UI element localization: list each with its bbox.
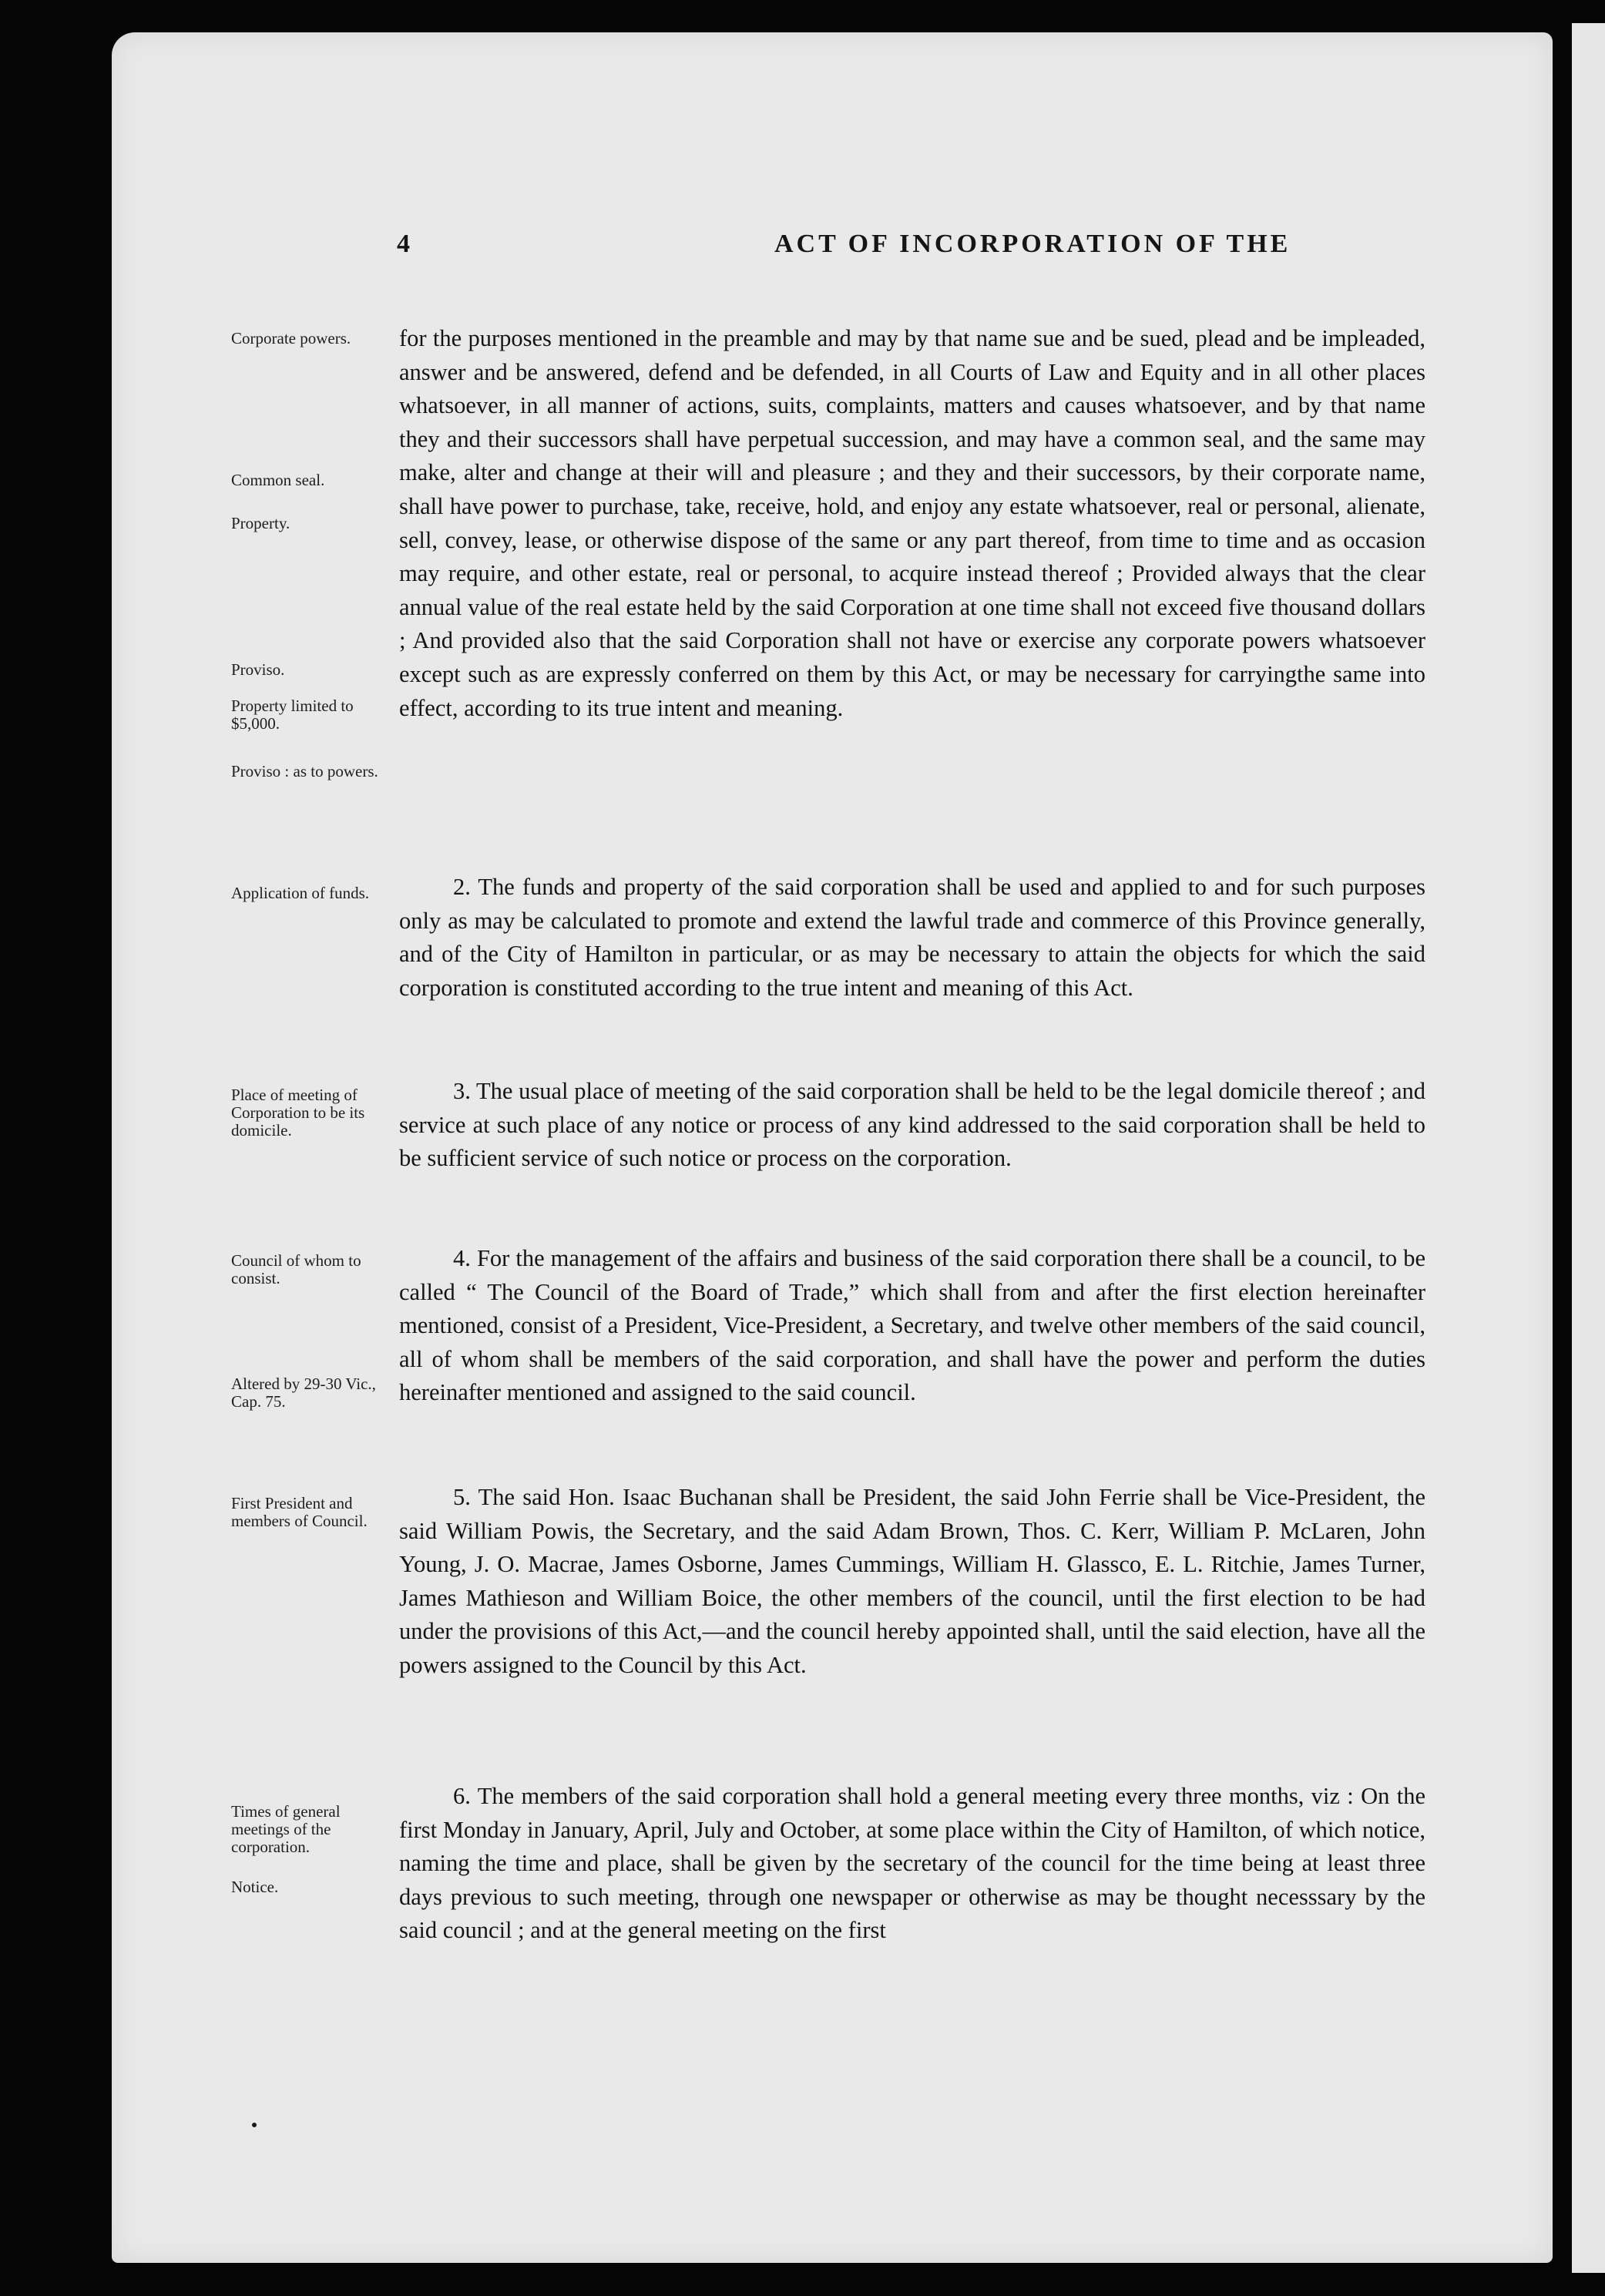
paragraph-5 — [399, 1481, 1425, 1683]
margin-note-property: Property. — [231, 514, 290, 532]
paragraph-number: 4. — [453, 1245, 471, 1271]
paragraph-text: The said Hon. Isaac Buchanan shall be President, the said John Ferrie shall be Vice-President, the said William Powis, the Secretary, and the said Adam Brown, Thos. C. Kerr, William P. McLaren, John Young, J. O. Macrae, James Osborne, James Cummings, William H. Glassco, E. L. Ritchie, James Turner, James Mathieson and William Boice, the other members of the council, until the first election to be had under the provisions of this Act,—and the council hereby appointed shall, until the said election, have all the powers assigned to the Council by this Act. — [399, 1484, 1426, 1678]
ink-speck — [252, 2123, 257, 2127]
margin-note-corporate-powers: Corporate powers. — [231, 329, 351, 347]
margin-note-council: Council of whom to consist. — [231, 1251, 361, 1287]
paragraph-number: 6. — [453, 1783, 471, 1809]
paragraph-text: The members of the said corporation shall hold a general meeting every three months, viz : On the first Monday in January, April, July and October, at some place within the City of Hamilton, of which notice, naming the time and place, shall be given by the secretary of the council for the time being at least three days previous to such meeting, through one newspaper or otherwise as may be thought necesssary by the said council ; and at the general meeting on the first — [399, 1783, 1426, 1944]
paragraph-2 — [399, 871, 1425, 1005]
margin-note-application-of-funds: Application of funds. — [231, 884, 370, 902]
margin-note-proviso-powers: Proviso : as to powers. — [231, 762, 378, 780]
margin-note-notice: Notice. — [231, 1878, 279, 1896]
margin-note-property-limited: Property limited to $5,000. — [231, 697, 354, 733]
margin-note-proviso: Proviso. — [231, 660, 285, 679]
paragraph-text: The funds and property of the said corporation shall be used and applied to and for such purposes only as may be calculated to promote and extend the lawful trade and commerce of this Province generally, and of the City of Hamilton in particular, or as may be necessary to attain the objects for which the said corporation is constituted according to the true intent and meaning of this Act. — [399, 874, 1426, 1001]
page-header — [112, 230, 1553, 276]
margin-note-general-meetings: Times of general meetings of the corporation. — [231, 1802, 341, 1856]
paragraph-number: 5. — [453, 1484, 471, 1510]
margin-note-first-president: First President and members of Council. — [231, 1494, 368, 1530]
running-title: ACT OF INCORPORATION OF THE — [774, 230, 1291, 258]
paragraph-1 — [399, 322, 1425, 725]
paragraph-text: for the purposes mentioned in the preamble and may by that name sue and be sued, plead and be impleaded, answer and be answered, defend and be defended, in all Courts of Law and Equity and in all other places whatsoever, in all manner of actions, suits, complaints, matters and causes whatsoever, and by that name they and their successors shall have perpetual succession, and may have a common seal, and the same may make, alter and change at their will and pleasure ; and they and their successors, by their corporate name, shall have power to purchase, take, receive, hold, and enjoy any estate whatsoever, real or personal, alienate, sell, convey, lease, or otherwise dispose of the same or any part thereof, from time to time and as occasion may require, and other estate, real or personal, to acquire instead thereof ; Provided always that the clear annual value of the real estate held by the said Corporation at one time shall not exceed five thousand dollars ; And provided also that the said Corporation shall not have or exercise any corporate powers whatsoever except such as are expressly conferred on them by this Act, or may be necessary for carryingthe same into effect, according to its true intent and meaning. — [399, 325, 1425, 721]
page-number: 4 — [397, 230, 410, 258]
paragraph-number: 3. — [453, 1078, 471, 1104]
paragraph-6 — [399, 1780, 1425, 1948]
margin-note-common-seal: Common seal. — [231, 471, 325, 489]
paragraph-text: The usual place of meeting of the said corporation shall be held to be the legal domicile thereof ; and service at such place of any notice or process of any kind addressed to the said corporation shall be held to be sufficient service of such notice or process on the corporation. — [399, 1078, 1426, 1172]
paragraph-4 — [399, 1242, 1425, 1410]
margin-note-place-of-meeting: Place of meeting of Corporation to be its domicile. — [231, 1086, 365, 1140]
adjacent-page-edge — [1572, 23, 1605, 2273]
paragraph-3 — [399, 1075, 1425, 1176]
margin-note-altered: Altered by 29-30 Vic., Cap. 75. — [231, 1375, 376, 1411]
paragraph-number: 2. — [453, 874, 471, 900]
paragraph-text: For the management of the affairs and business of the said corporation there shall be a council, to be called “ The Council of the Board of Trade,” which shall from and after the first election hereinafter mentioned, consist of a President, Vice-President, a Secretary, and twelve other members of the said council, all of whom shall be members of the said corporation, and shall have the power and perform the duties hereinafter mentioned and assigned to the said council. — [399, 1245, 1426, 1406]
